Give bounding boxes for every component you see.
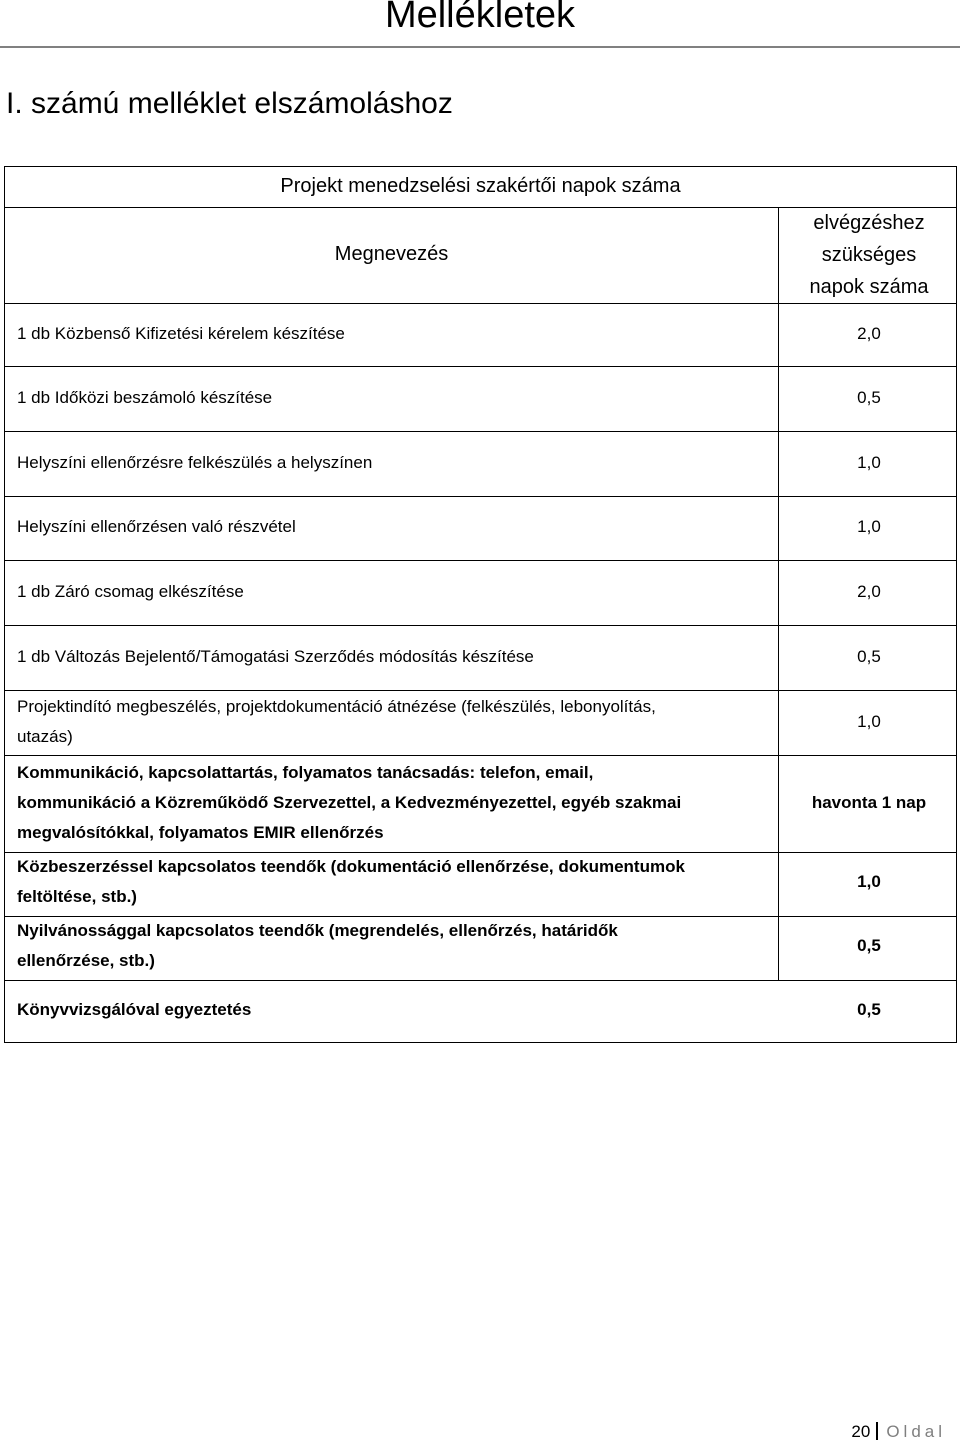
row-label: feltöltése, stb.)	[17, 887, 137, 906]
row-label: Helyszíni ellenőrzésen való részvétel	[17, 517, 296, 536]
row-value: 0,5	[857, 1000, 881, 1019]
footer-divider	[876, 1422, 878, 1440]
column-header-days-line: szükséges	[821, 244, 917, 266]
row-label: utazás)	[17, 727, 73, 746]
table-rule	[5, 625, 956, 626]
row-value: 1,0	[857, 872, 881, 891]
table-rule	[5, 690, 956, 691]
row-label: 1 db Közbenső Kifizetési kérelem készítése	[17, 324, 345, 343]
table-rule	[5, 980, 956, 981]
row-label: Nyilvánossággal kapcsolatos teendők (megrendelés, ellenőrzés, határidők	[17, 921, 618, 940]
row-label: kommunikáció a Közreműködő Szervezettel, a Kedvezményezettel, egyéb szakmai	[17, 793, 682, 812]
row-label: 1 db Időközi beszámoló készítése	[17, 388, 273, 407]
row-label: megvalósítókkal, folyamatos EMIR ellenőrzés	[17, 823, 384, 842]
row-label: Projektindító megbeszélés, projektdokumentáció átnézése (felkészülés, lebonyolítás,	[17, 697, 656, 716]
row-label: 1 db Záró csomag elkészítése	[17, 582, 244, 601]
column-header-days-line: elvégzéshez	[813, 212, 925, 234]
column-header-days-line: napok száma	[809, 276, 929, 298]
table-rule	[5, 496, 956, 497]
page-footer	[851, 1418, 946, 1446]
row-value: 1,0	[857, 453, 881, 472]
row-label: 1 db Változás Bejelentő/Támogatási Szerződés módosítás készítése	[17, 647, 534, 666]
row-value: 0,5	[857, 388, 881, 407]
table-header-title: Projekt menedzselési szakértői napok száma	[280, 175, 681, 197]
table-rule	[5, 366, 956, 367]
table-rule	[5, 303, 956, 304]
page-title: Mellékletek	[384, 0, 576, 36]
row-value: havonta 1 nap	[811, 793, 927, 812]
row-value: 0,5	[857, 936, 881, 955]
row-label: Helyszíni ellenőrzésre felkészülés a helyszínen	[17, 453, 373, 472]
column-header-name: Megnevezés	[334, 243, 449, 265]
table-rule	[5, 560, 956, 561]
page-number: 20	[851, 1422, 871, 1441]
row-label: Kommunikáció, kapcsolattartás, folyamatos tanácsadás: telefon, email,	[17, 763, 594, 782]
row-label: Közbeszerzéssel kapcsolatos teendők (dokumentáció ellenőrzése, dokumentumok	[17, 857, 685, 876]
row-value: 0,5	[857, 647, 881, 666]
expert-days-table	[4, 166, 957, 1043]
row-value: 2,0	[857, 324, 881, 343]
row-value: 1,0	[857, 517, 881, 536]
row-value: 2,0	[857, 582, 881, 601]
table-rule	[5, 755, 956, 756]
row-value: 1,0	[857, 712, 881, 731]
table-rule	[5, 431, 956, 432]
section-title: I. számú melléklet elszámoláshoz	[6, 87, 453, 120]
row-label: ellenőrzése, stb.)	[17, 951, 155, 970]
page-word: Oldal	[886, 1422, 946, 1441]
title-divider	[0, 46, 960, 48]
row-label: Könyvvizsgálóval egyeztetés	[17, 1000, 252, 1019]
